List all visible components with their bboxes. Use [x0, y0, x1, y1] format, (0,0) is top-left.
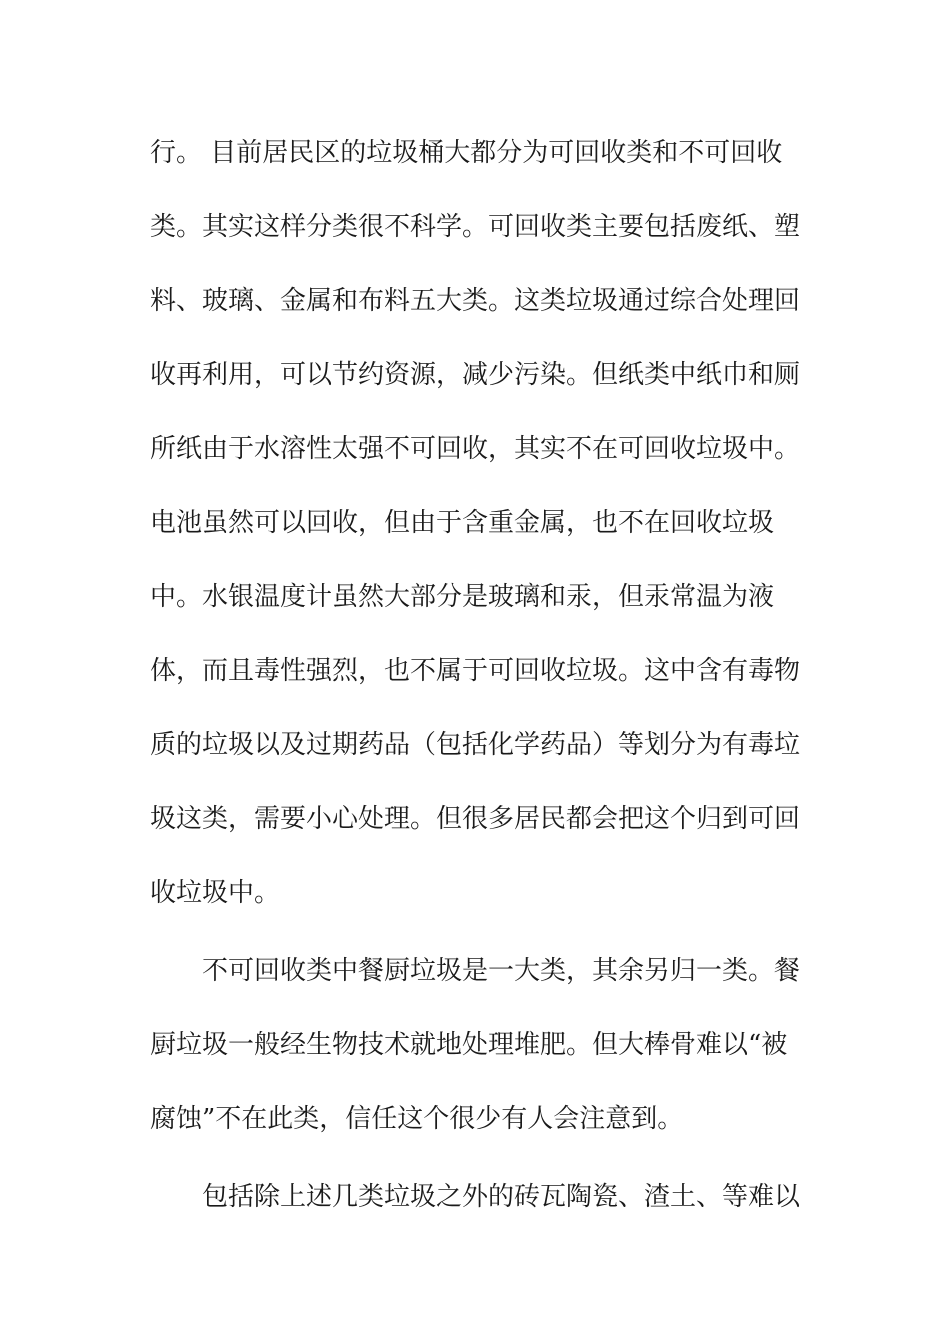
text-line: 厨垃圾一般经生物技术就地处理堆肥。但大棒骨难以“被: [150, 1030, 788, 1060]
text-line: 行。 目前居民区的垃圾桶大都分为可回收类和不可回收: [150, 138, 783, 168]
text-line: 电池虽然可以回收，但由于含重金属，也不在回收垃圾: [150, 508, 775, 538]
paragraph-first-line: 包括除上述几类垃圾之外的砖瓦陶瓷、渣土、等难以: [202, 1182, 800, 1212]
text-line: 类。其实这样分类很不科学。可回收类主要包括废纸、塑: [150, 212, 800, 242]
text-line: 收垃圾中。: [150, 878, 281, 908]
paragraph-first-line: 不可回收类中餐厨垃圾是一大类，其余另归一类。餐: [202, 956, 800, 986]
text-line: 腐蚀”不在此类，信任这个很少有人会注意到。: [150, 1104, 684, 1134]
text-line: 中。水银温度计虽然大部分是玻璃和汞，但汞常温为液: [150, 582, 775, 612]
text-line: 所纸由于水溶性太强不可回收，其实不在可回收垃圾中。: [150, 434, 800, 464]
text-line: 体，而且毒性强烈，也不属于可回收垃圾。这中含有毒物: [150, 656, 800, 686]
text-line: 圾这类，需要小心处理。但很多居民都会把这个归到可回: [150, 804, 800, 834]
text-line: 收再利用，可以节约资源，减少污染。但纸类中纸巾和厕: [150, 360, 800, 390]
text-line: 质的垃圾以及过期药品（包括化学药品）等划分为有毒垃: [150, 730, 800, 760]
text-line: 料、玻璃、金属和布料五大类。这类垃圾通过综合处理回: [150, 286, 800, 316]
